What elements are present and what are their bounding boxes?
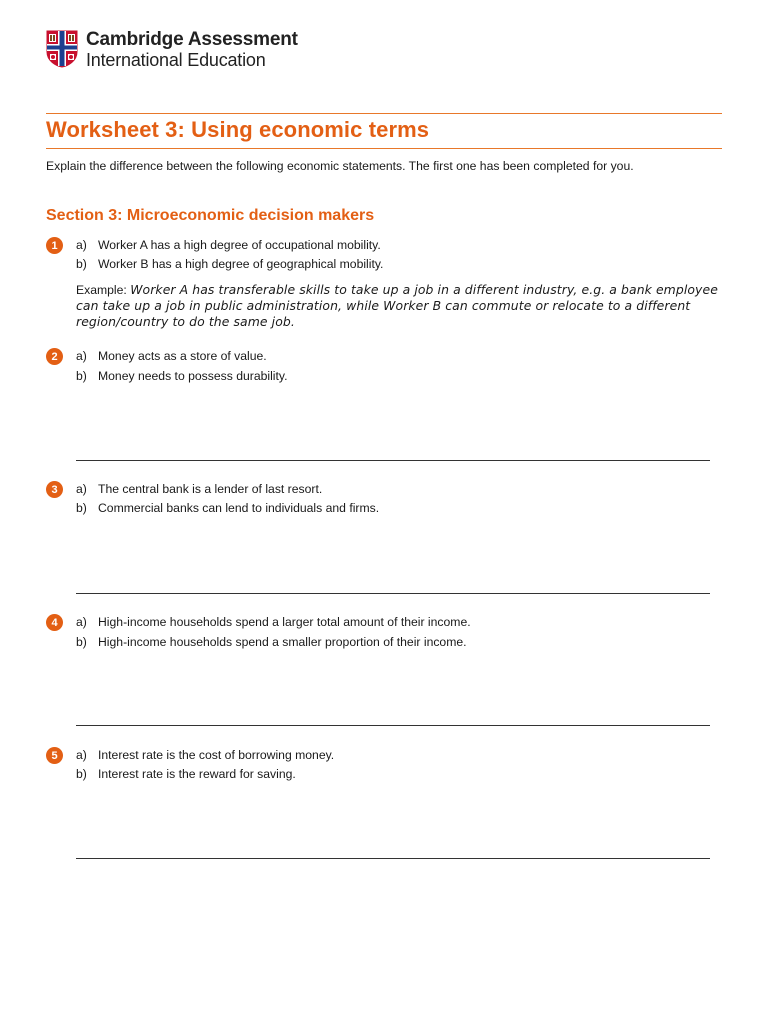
- statement-label: a): [76, 238, 87, 252]
- logo-line-2: International Education: [86, 50, 266, 70]
- statement-text: Worker A has a high degree of occupational mobility.: [98, 238, 381, 252]
- statement-a: [76, 349, 267, 363]
- statement-b: [76, 369, 287, 383]
- worksheet-title: Worksheet 3: Using economic terms: [46, 117, 430, 142]
- statement-label: b): [76, 501, 87, 515]
- section-heading: Section 3: Microeconomic decision makers: [46, 207, 375, 224]
- statement-label: a): [76, 482, 87, 496]
- example-answer: [76, 282, 722, 330]
- question-number-badge: 5: [46, 747, 63, 764]
- statement-text: High-income households spend a smaller proportion of their income.: [98, 635, 467, 649]
- statement-text: Money acts as a store of value.: [98, 349, 267, 363]
- statement-text: Commercial banks can lend to individuals and firms.: [98, 501, 380, 515]
- answer-line-5[interactable]: [76, 858, 710, 859]
- statement-text: Worker B has a high degree of geographical mobility.: [98, 257, 384, 271]
- statement-label: b): [76, 369, 87, 383]
- statement-b: [76, 257, 383, 271]
- statement-label: b): [76, 767, 87, 781]
- question-number-badge: 2: [46, 348, 63, 365]
- statement-text: Interest rate is the cost of borrowing money.: [98, 748, 335, 762]
- statement-text: The central bank is a lender of last resort.: [98, 482, 323, 496]
- answer-line-2[interactable]: [76, 460, 710, 461]
- statement-a: [76, 482, 322, 496]
- statement-text: High-income households spend a larger total amount of their income.: [98, 615, 471, 629]
- question-number-badge: 4: [46, 614, 63, 631]
- example-label: Example:: [76, 283, 127, 297]
- answer-line-4[interactable]: [76, 725, 710, 726]
- cambridge-crest-icon: [46, 30, 78, 68]
- question-number-badge: 1: [46, 237, 63, 254]
- logo-line-1: Cambridge Assessment: [86, 29, 298, 50]
- title-top-rule: [46, 113, 722, 114]
- statement-b: [76, 501, 379, 515]
- statement-label: a): [76, 748, 87, 762]
- statement-a: [76, 238, 381, 252]
- statement-label: a): [76, 349, 87, 363]
- statement-a: [76, 615, 471, 629]
- statement-label: b): [76, 635, 87, 649]
- statement-b: [76, 767, 296, 781]
- statement-label: a): [76, 615, 87, 629]
- statement-text: Money needs to possess durability.: [98, 369, 288, 383]
- statement-a: [76, 748, 334, 762]
- question-number-badge: 3: [46, 481, 63, 498]
- cambridge-logo: [46, 30, 298, 69]
- instructions-text: Explain the difference between the following economic statements. The first one has been completed for you.: [46, 159, 634, 173]
- example-handwritten-text: Worker A has transferable skills to take up a job in a different industry, e.g. a bank employee can take up a job in public administration, while Worker B can commute or relocate to a different region/country to do the same job.: [76, 282, 718, 329]
- answer-line-3[interactable]: [76, 593, 710, 594]
- statement-text: Interest rate is the reward for saving.: [98, 767, 296, 781]
- title-bottom-rule: [46, 148, 722, 149]
- statement-b: [76, 635, 467, 649]
- statement-label: b): [76, 257, 87, 271]
